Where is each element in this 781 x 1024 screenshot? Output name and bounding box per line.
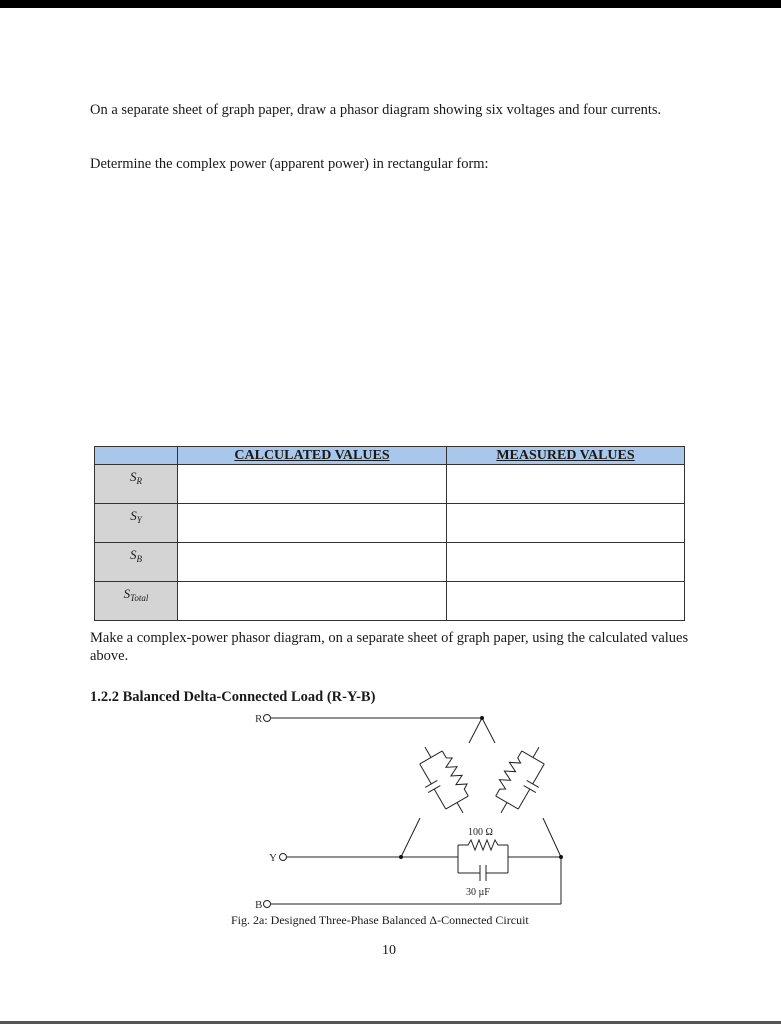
right-branch-wire	[543, 818, 561, 857]
capacitor-value-label: 30 µF	[466, 887, 490, 898]
page-number: 10	[382, 943, 396, 958]
delta-circuit-diagram	[225, 705, 585, 913]
cell-sy-calculated[interactable]	[178, 504, 447, 543]
section-heading: 1.2.2 Balanced Delta-Connected Load (R-Y-B)	[90, 689, 376, 705]
junction-node-right	[559, 855, 563, 859]
table-row	[95, 465, 685, 504]
cell-sr-calculated[interactable]	[178, 465, 447, 504]
cell-sy-measured[interactable]	[447, 504, 685, 543]
table-header-row	[95, 447, 685, 465]
row-label-sb: $S_B$	[95, 543, 178, 582]
phasor-instruction-paragraph: Make a complex-power phasor diagram, on a separate sheet of graph paper, using the calculated values above.	[90, 630, 689, 664]
junction-node-left	[399, 855, 403, 859]
terminal-y	[280, 854, 287, 861]
terminal-label-b: B	[255, 899, 263, 911]
left-branch-rc	[408, 738, 479, 823]
table-row	[95, 582, 685, 621]
resistor-value-label: 100 Ω	[468, 827, 493, 838]
terminal-label-y: Y	[269, 852, 277, 864]
cell-stotal-measured[interactable]	[447, 582, 685, 621]
table-row	[95, 543, 685, 582]
table-row	[95, 504, 685, 543]
cell-sb-measured[interactable]	[447, 543, 685, 582]
row-label-sr: $S_R$	[95, 465, 178, 504]
terminal-label-r: R	[255, 713, 263, 725]
header-calculated: CALCULATED VALUES	[178, 447, 447, 465]
instruction-paragraph: Determine the complex power (apparent power) in rectangular form:	[90, 156, 489, 172]
header-corner	[95, 447, 178, 465]
figure-caption: Fig. 2a: Designed Three-Phase Balanced Δ-Connected Circuit	[231, 913, 529, 927]
complex-power-table	[94, 446, 685, 621]
header-measured: MEASURED VALUES	[447, 447, 685, 465]
junction-node-top	[480, 716, 484, 720]
row-label-stotal: $S_{Total}$	[95, 582, 178, 621]
row-label-sy: $S_Y$	[95, 504, 178, 543]
cell-sr-measured[interactable]	[447, 465, 685, 504]
left-branch-wire	[401, 818, 420, 857]
terminal-b	[264, 901, 271, 908]
top-bar	[0, 0, 781, 8]
terminal-r	[264, 715, 271, 722]
cell-stotal-calculated[interactable]	[178, 582, 447, 621]
left-branch-wire	[469, 718, 482, 743]
intro-paragraph: On a separate sheet of graph paper, draw a phasor diagram showing six voltages and four currents.	[90, 102, 662, 118]
cell-sb-calculated[interactable]	[178, 543, 447, 582]
right-branch-rc	[485, 738, 556, 823]
right-branch-wire	[482, 718, 495, 743]
bottom-branch-rc	[458, 840, 508, 881]
